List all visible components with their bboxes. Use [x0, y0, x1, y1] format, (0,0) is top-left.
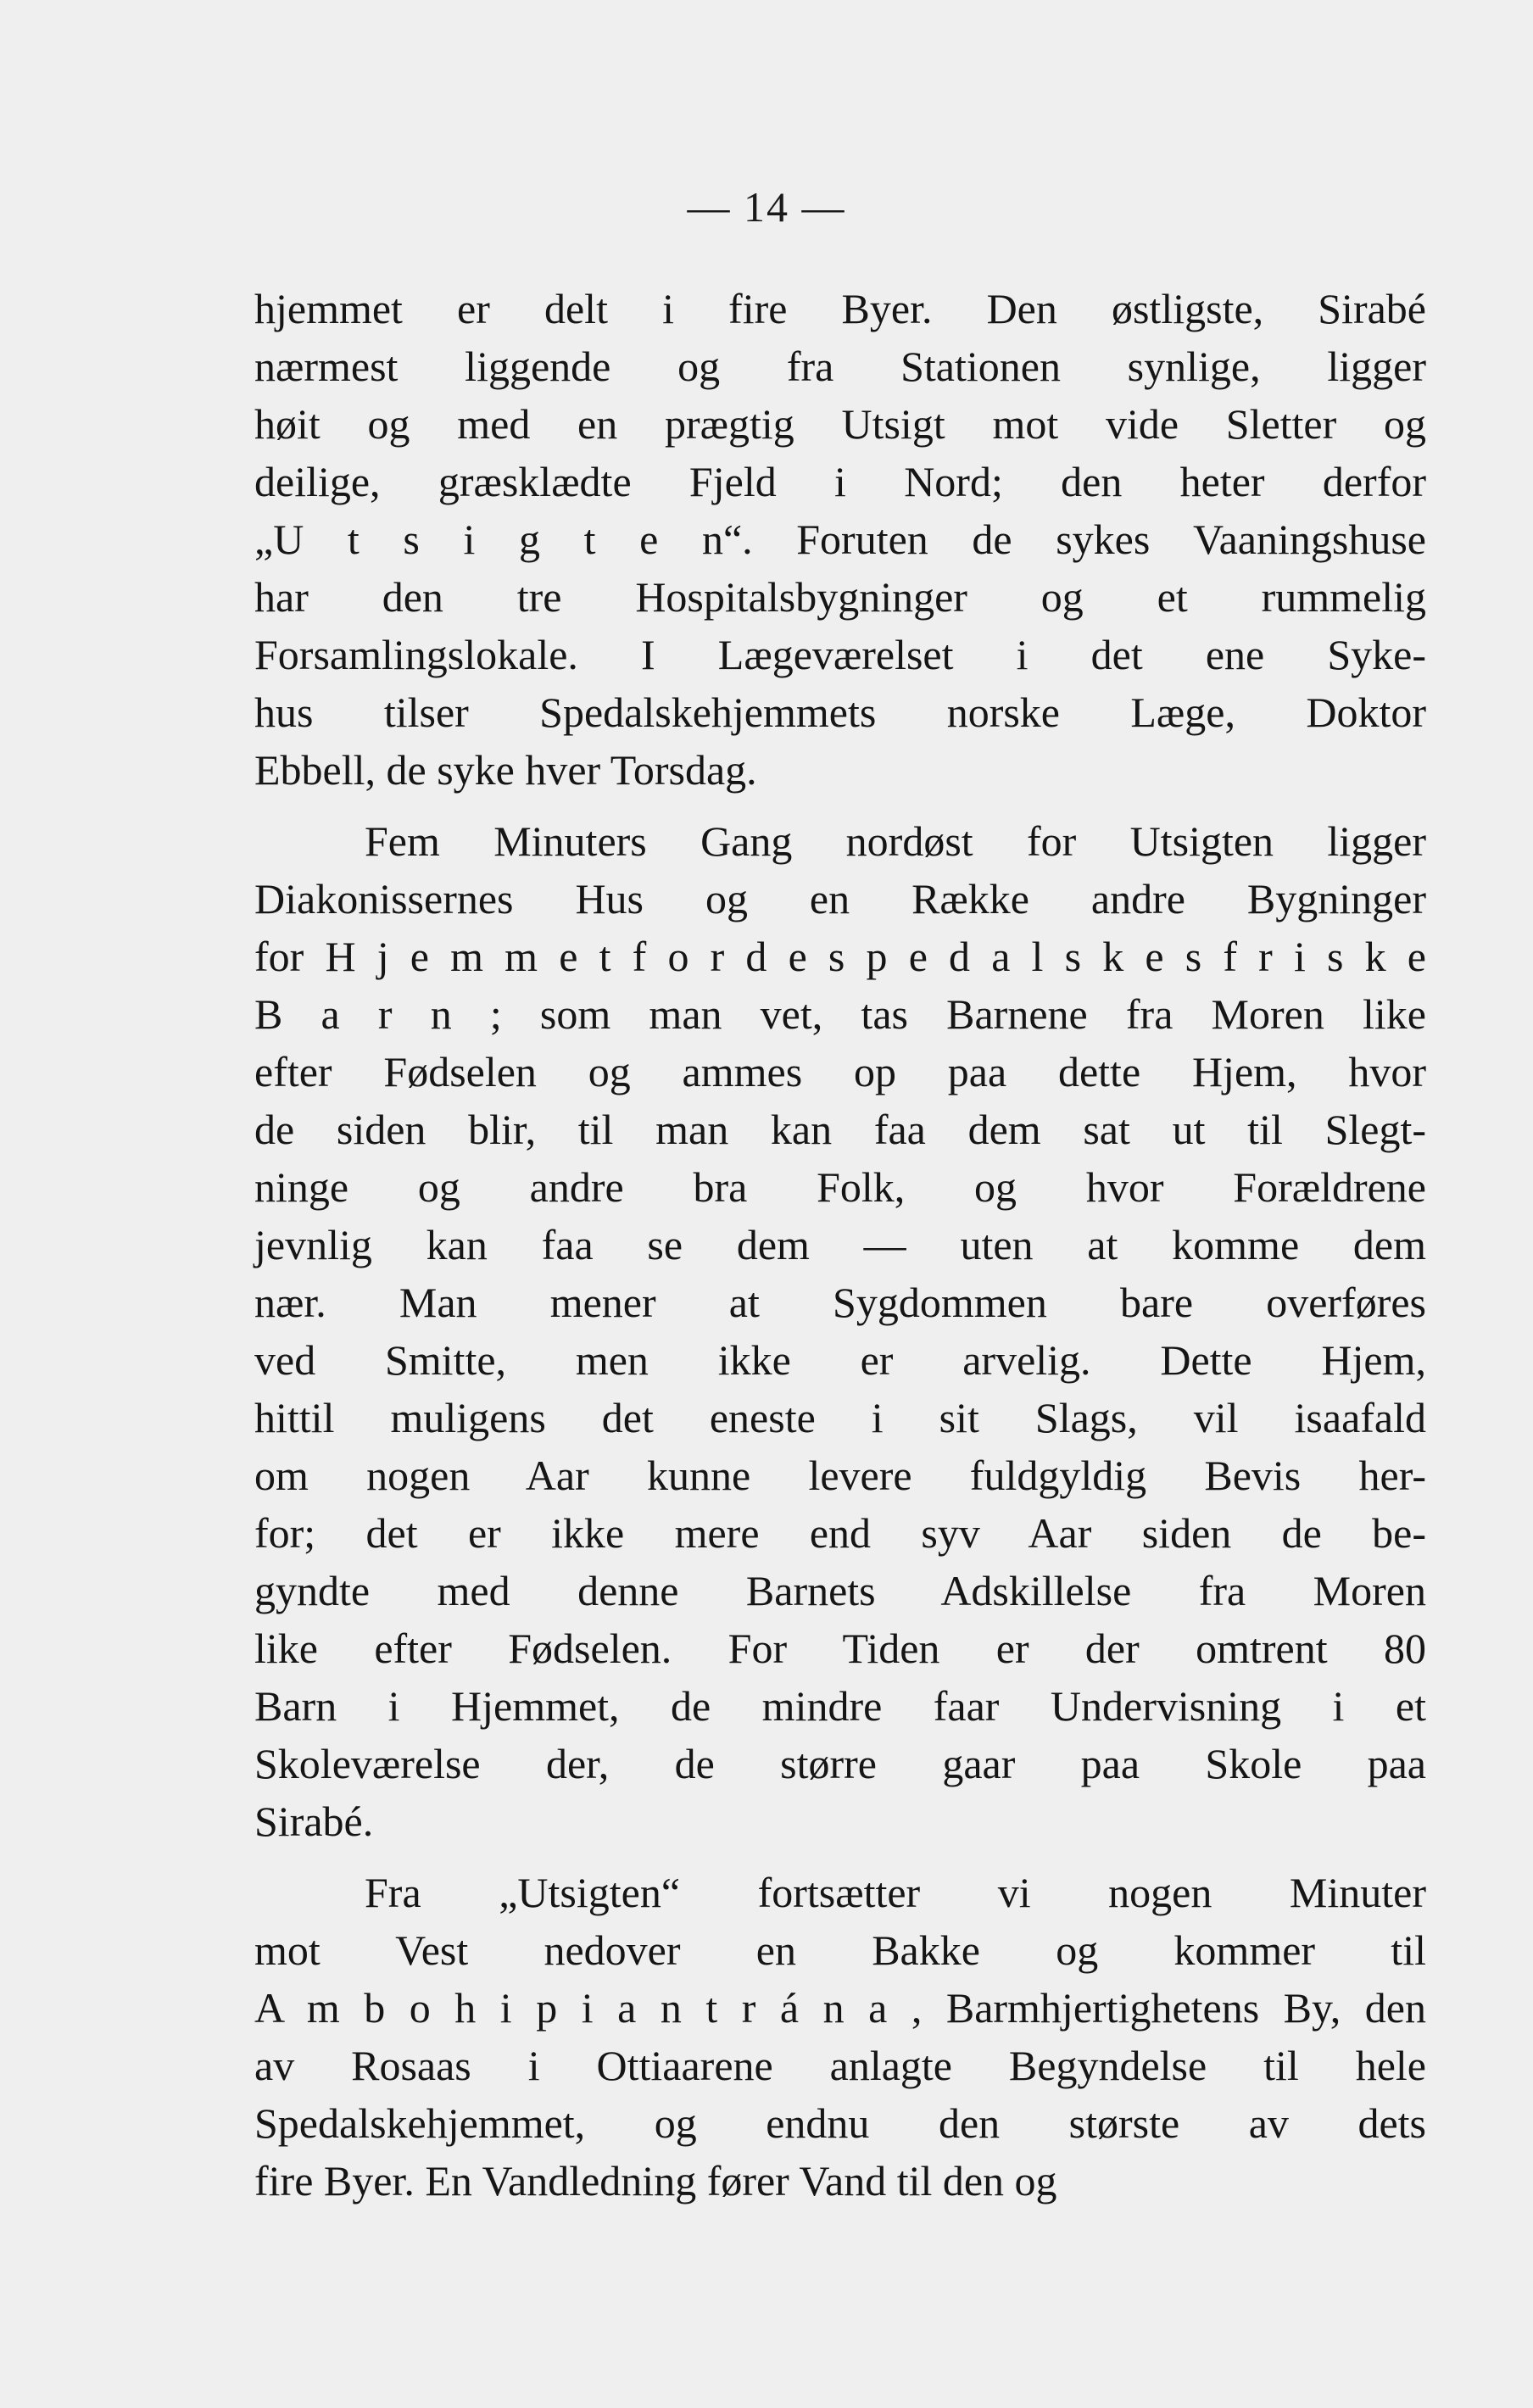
- text-line: Ebbell, de syke hver Torsdag.: [254, 746, 757, 794]
- text-line: høit og med en prægtig Utsigt mot vide Sletter og: [254, 400, 1426, 448]
- paragraph: [254, 1864, 1426, 2210]
- text-line: B a r n ; som man vet, tas Barnene fra Moren like: [254, 990, 1426, 1038]
- text-line: „U t s i g t e n“. Foruten de sykes Vaaningshuse: [254, 516, 1426, 563]
- text-line: for H j e m m e t f o r d e s p e d a l s k e s f r i s k e: [254, 933, 1426, 980]
- text-line: Forsamlingslokale. I Lægeværelset i det ene Syke-: [254, 631, 1426, 678]
- text-line: ninge og andre bra Folk, og hvor Forældrene: [254, 1163, 1426, 1211]
- paragraph: [254, 812, 1426, 1850]
- text-line: ved Smitte, men ikke er arvelig. Dette Hjem,: [254, 1336, 1426, 1384]
- text-line: hittil muligens det eneste i sit Slags, vil isaafald: [254, 1394, 1426, 1441]
- text-line: av Rosaas i Ottiaarene anlagte Begyndelse til hele: [254, 2042, 1426, 2089]
- text-line: deilige, græsklædte Fjeld i Nord; den heter derfor: [254, 458, 1426, 505]
- text-line: nær. Man mener at Sygdommen bare overføres: [254, 1279, 1426, 1326]
- paragraph: [254, 280, 1426, 799]
- text-line: fire Byer. En Vandledning fører Vand til den og: [254, 2157, 1057, 2205]
- text-line: har den tre Hospitalsbygninger og et rummelig: [254, 573, 1426, 621]
- text-line: Spedalskehjemmet, og endnu den største av dets: [254, 2099, 1426, 2147]
- text-line: A m b o h i p i a n t r á n a , Barmhjertighetens By, den: [254, 1984, 1426, 2032]
- text-line: Barn i Hjemmet, de mindre faar Undervisning i et: [254, 1682, 1426, 1730]
- text-line: hus tilser Spedalskehjemmets norske Læge, Doktor: [254, 688, 1426, 736]
- text-line: for; det er ikke mere end syv Aar siden de be-: [254, 1509, 1426, 1557]
- text-line: like efter Fødselen. For Tiden er der omtrent 80: [254, 1625, 1426, 1672]
- text-line: Diakonissernes Hus og en Række andre Bygninger: [254, 875, 1426, 923]
- text-line: Fra „Utsigten“ fortsætter vi nogen Minuter: [365, 1869, 1426, 1916]
- text-line: Skoleværelse der, de større gaar paa Skole paa: [254, 1740, 1426, 1787]
- text-line: gyndte med denne Barnets Adskillelse fra Moren: [254, 1567, 1426, 1614]
- text-line: jevnlig kan faa se dem — uten at komme dem: [254, 1221, 1426, 1268]
- text-line: de siden blir, til man kan faa dem sat ut til Slegt-: [254, 1106, 1426, 1153]
- text-line: mot Vest nedover en Bakke og kommer til: [254, 1926, 1426, 1974]
- page-number: — 14 —: [687, 183, 846, 231]
- text-line: om nogen Aar kunne levere fuldgyldig Bevis her-: [254, 1452, 1426, 1499]
- text-line: hjemmet er delt i fire Byer. Den østligste, Sirabé: [254, 285, 1426, 332]
- body-text: [254, 280, 1426, 2210]
- paragraph-gap: [254, 1850, 1426, 1864]
- paragraph-gap: [254, 799, 1426, 812]
- text-line: nærmest liggende og fra Stationen synlige, ligger: [254, 343, 1426, 390]
- text-line: efter Fødselen og ammes op paa dette Hjem, hvor: [254, 1048, 1426, 1095]
- text-line: Sirabé.: [254, 1798, 374, 1845]
- text-line: Fem Minuters Gang nordøst for Utsigten ligger: [365, 817, 1426, 865]
